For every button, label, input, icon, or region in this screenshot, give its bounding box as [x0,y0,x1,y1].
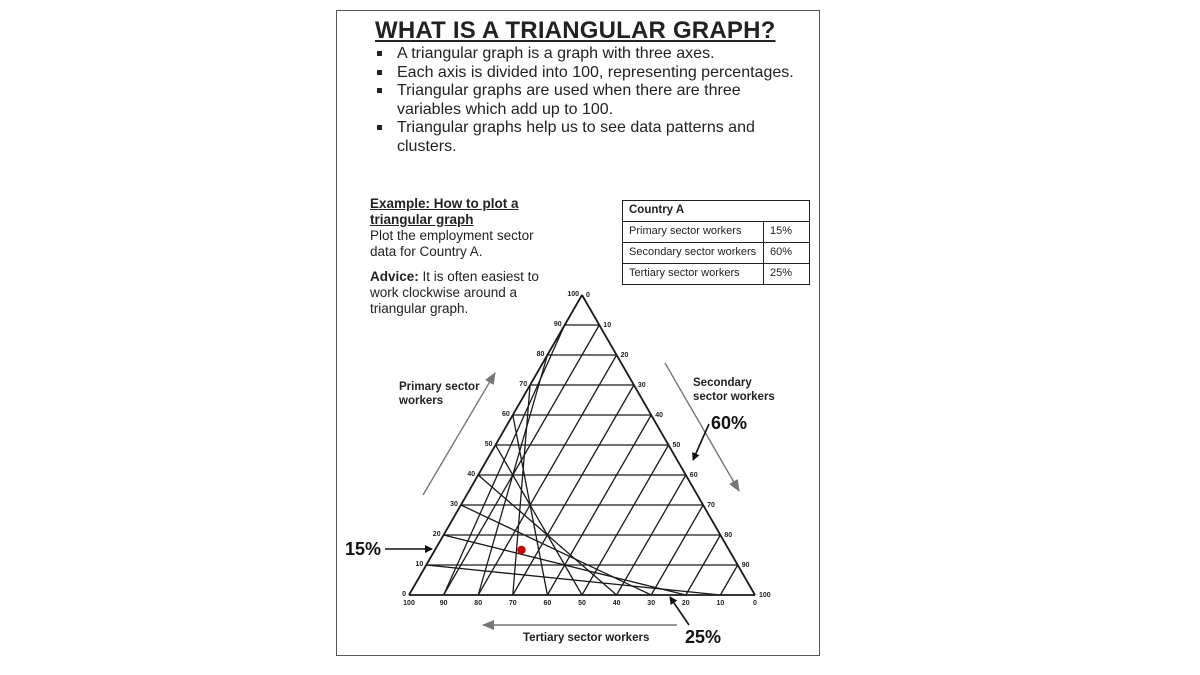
example-heading: Example: How to plot a triangular graph [370,196,519,227]
tick-label: 90 [439,600,448,607]
grid-line [496,445,583,595]
grid-line [461,505,651,595]
graph-grid [409,295,755,595]
tick-label: 60 [543,600,552,607]
tick-label: 80 [474,600,483,607]
table-header: Country A [623,201,810,222]
tick-label: 50 [578,600,586,607]
table-cell-label: Primary sector workers [623,222,764,243]
tick-label: 10 [716,600,725,607]
tick-label: 20 [432,531,441,538]
tick-label: 0 [402,591,406,598]
tick-label: 100 [759,592,771,599]
grid-line [513,385,634,595]
table-cell-label: Secondary sector workers [623,243,764,264]
tick-label: 80 [724,532,733,539]
tick-label: 20 [620,352,629,359]
primary-axis-label-line1: Primary sector [399,381,480,393]
tick-label: 60 [689,472,698,479]
tick-label: 90 [553,321,562,328]
tick-label: 90 [741,562,750,569]
grid-line [720,565,737,595]
grid-line [426,565,720,595]
tick-label: 70 [707,502,715,509]
table-cell-value: 15% [764,222,810,243]
bullet-item: Triangular graphs are used when there are three variables which add up to 100. [375,82,805,119]
tick-label: 30 [647,600,656,607]
tick-label: 30 [450,501,458,508]
table-cell-value: 60% [764,243,810,264]
tick-label: 70 [508,600,517,607]
bullet-item: A triangular graph is a graph with three axes. [375,45,805,64]
table-cell-value: 25% [764,264,810,285]
tertiary-axis-label: Tertiary sector workers [523,632,650,644]
tick-label: 30 [637,382,646,389]
secondary-callout: 60% [711,413,748,433]
advice-text: It is often easiest to work clockwise around a triangular graph. [370,269,539,316]
tick-label: 20 [681,600,690,607]
triangular-graph [337,11,821,657]
secondary-axis-label-line2: sector workers [693,391,775,403]
tick-label: 100 [567,291,579,298]
advice-label: Advice: [370,269,419,284]
table-cell-label: Tertiary sector workers [623,264,764,285]
secondary-callout-arrow [693,424,709,460]
tick-label: 50 [672,442,681,449]
secondary-axis-label-line1: Secondary [693,377,752,389]
bullet-item: Each axis is divided into 100, representing percentages. [375,64,805,83]
primary-axis-label-line2: workers [399,395,444,407]
tick-label: 60 [502,411,510,418]
slide [336,10,820,656]
page-title: WHAT IS A TRIANGULAR GRAPH? [375,17,776,44]
country-a-point [517,546,525,554]
primary-callout: 15% [345,539,382,559]
tick-label: 40 [612,600,621,607]
tick-label: 10 [603,322,612,329]
tick-label: 10 [415,561,424,568]
tick-label: 100 [403,600,415,607]
tick-label: 70 [519,381,528,388]
grid-line [651,505,703,595]
example-text: Plot the employment sector data for Country A. [370,228,534,259]
tick-label: 50 [484,441,493,448]
tick-label: 0 [586,292,590,299]
tick-label: 80 [536,351,545,358]
tick-label: 40 [655,412,663,419]
tertiary-callout: 25% [685,627,722,647]
tick-label: 40 [467,471,476,478]
bullet-item: Triangular graphs help us to see data patterns and clusters. [375,119,805,156]
tick-label: 0 [753,600,757,607]
